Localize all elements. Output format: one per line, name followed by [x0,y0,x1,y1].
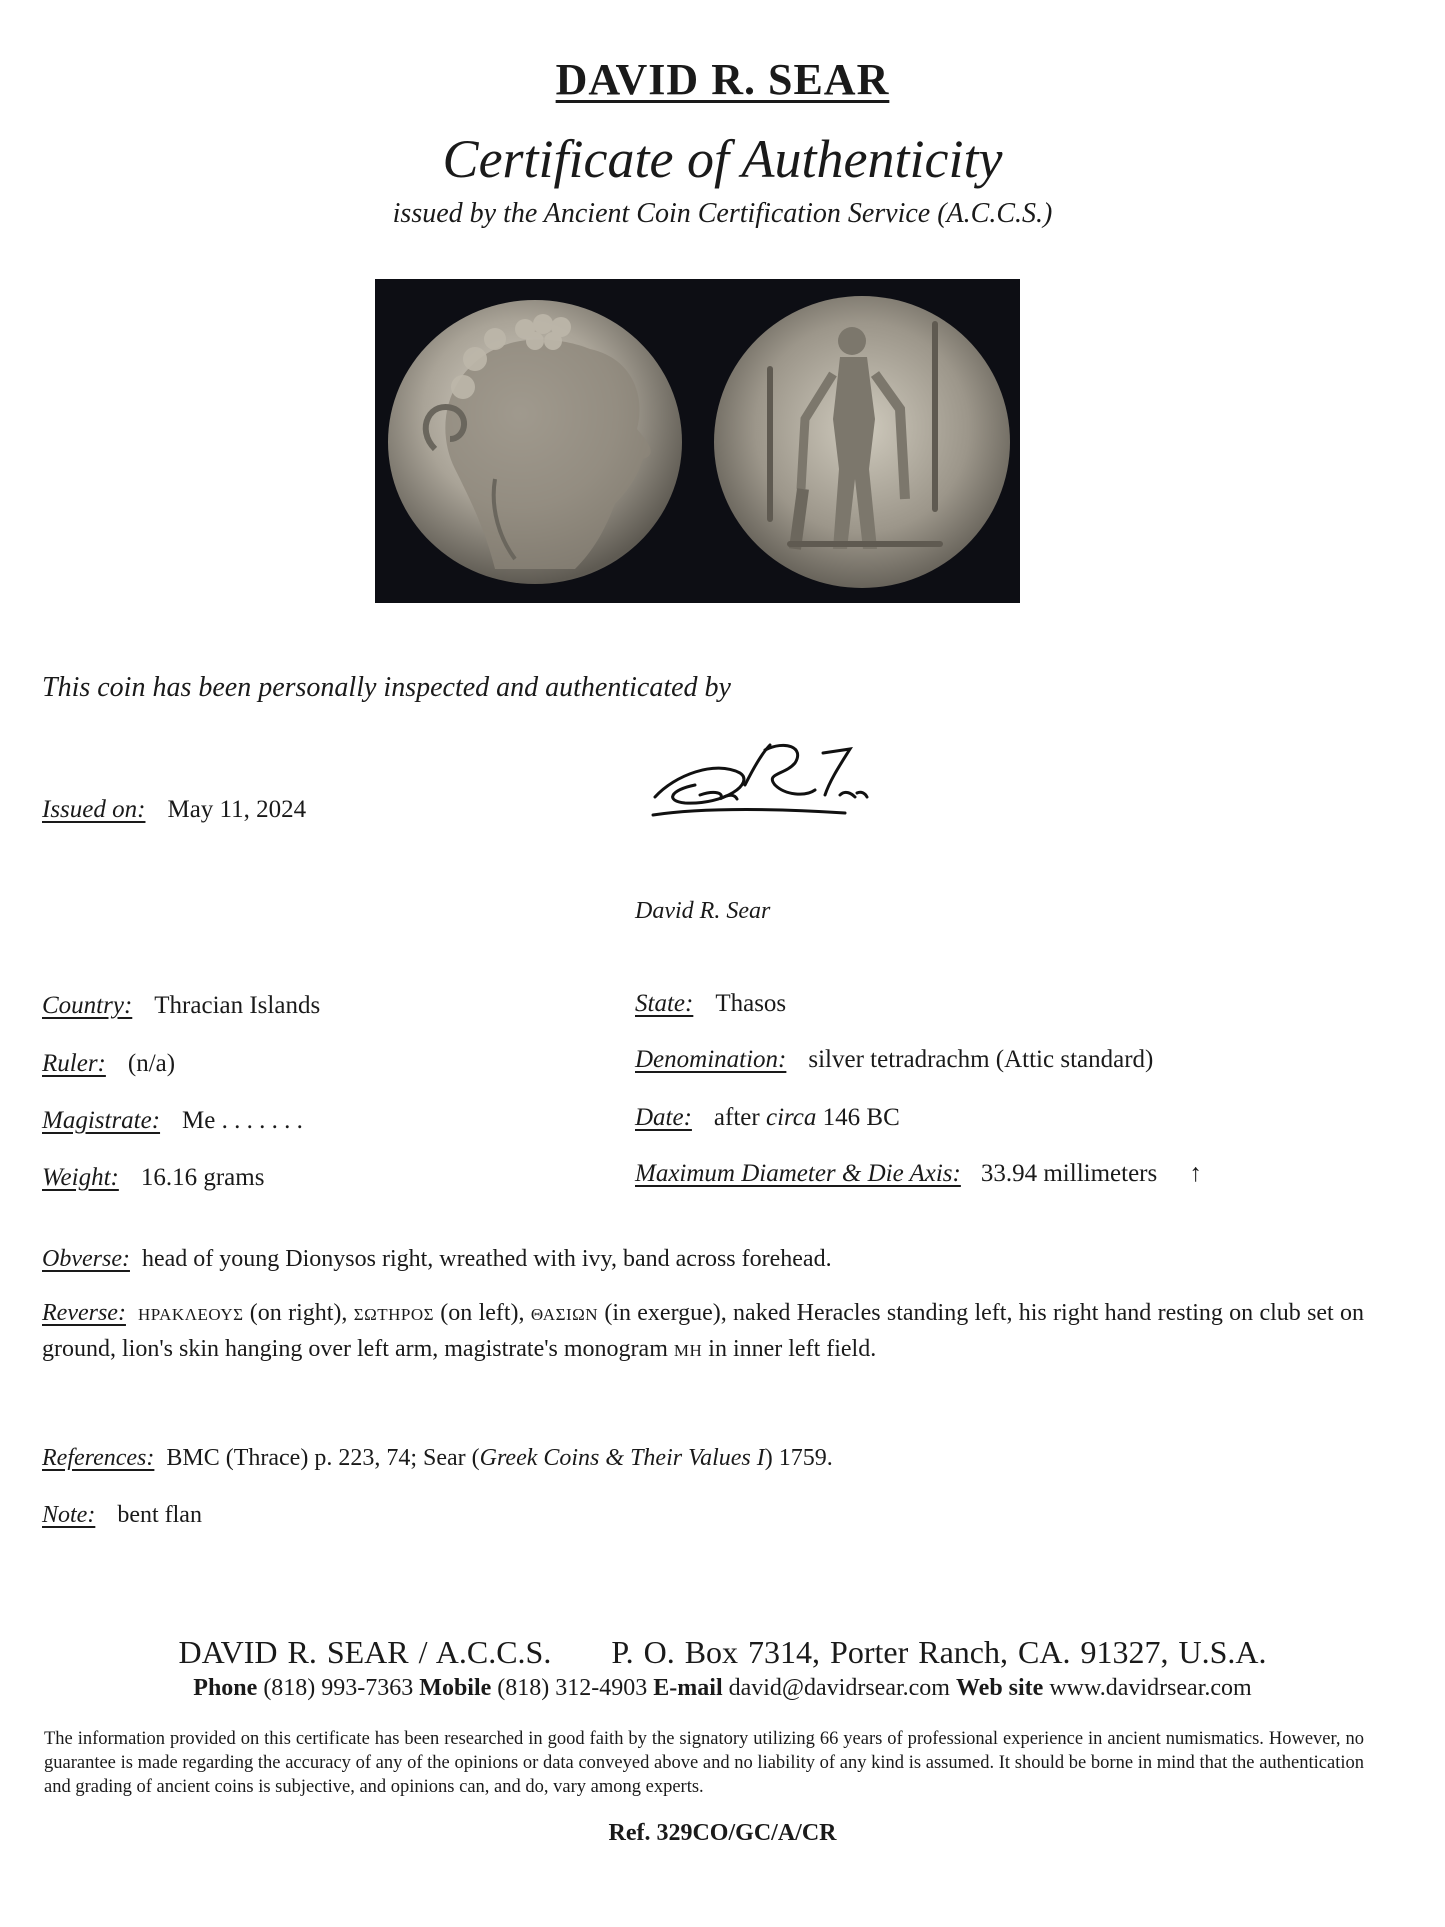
website-value: www.davidrsear.com [1049,1675,1252,1701]
handwritten-signature-icon [645,735,895,830]
reverse-text-1: (on right), [243,1300,354,1326]
disclaimer-text: The information provided on this certificate has been researched in good faith by the signatory utilizing 66 years of professional experience in ancient numismatics. However, no guarantee is made regarding the accuracy of any of the opinions or data conveyed above and no liability of any kind is assumed. It should be borne in mind that the authentication and grading of ancient coins is subjective, and opinions can, and do, vary among experts. [44,1729,1364,1797]
certificate-reference: Ref. 329CO/GC/A/CR [608,1820,837,1846]
reverse-legend-left: ΣΩΤΗΡΟΣ [353,1305,435,1324]
denomination-value: silver tetradrachm (Attic standard) [808,1046,1154,1073]
magistrate-value: Me . . . . . . . [182,1107,303,1134]
date-value-prefix: after [713,1104,760,1131]
obverse-text: head of young Dionysos right, wreathed with ivy, band across forehead. [141,1246,832,1272]
reverse-description [42,1296,1364,1368]
ruler-value: (n/a) [127,1050,176,1077]
reverse-legend-right: ΗΡΑΚΛΕΟΥΣ [137,1305,244,1324]
ruler-field [42,1050,175,1078]
country-value: Thracian Islands [154,992,321,1019]
weight-label: Weight: [42,1164,119,1191]
certificate-issuer-name: DAVID R. SEAR [555,55,890,104]
email-label: E-mail [653,1675,723,1701]
date-value-circa: circa [765,1104,817,1131]
issued-on-value: May 11, 2024 [167,796,307,823]
weight-value: 16.16 grams [140,1164,265,1191]
footer-address-line [0,1634,1445,1671]
references-book-title: Greek Coins & Their Values I [479,1445,765,1471]
certificate-title: Certificate of Authenticity [442,129,1003,189]
footer-address: P. O. Box 7314, Porter Ranch, CA. 91327, U.S.A. [611,1634,1267,1670]
website-label: Web site [955,1675,1044,1701]
date-field [635,1104,900,1132]
phone-label: Phone [193,1675,258,1701]
date-value-suffix: 146 BC [822,1104,900,1131]
coin-reverse-heracles-standing-icon [714,296,1010,588]
magistrate-field [42,1107,303,1135]
note-label: Note: [42,1502,96,1528]
obverse-label: Obverse: [42,1246,130,1272]
issued-on-field [42,796,306,824]
coin-obverse-dionysos-head-icon [388,300,682,584]
reverse-text-2: (on left), [434,1300,531,1326]
mobile-label: Mobile [419,1675,492,1701]
country-field [42,992,320,1020]
references-suffix: ) 1759. [764,1445,833,1471]
reverse-label: Reverse: [42,1300,126,1326]
diameter-value: 33.94 millimeters [980,1160,1158,1187]
weight-field [42,1164,264,1192]
obverse-description [42,1242,1362,1276]
email-value: david@davidrsear.com [728,1675,950,1701]
state-value: Thasos [715,990,787,1017]
magistrate-label: Magistrate: [42,1107,161,1134]
signer-name: David R. Sear [635,898,771,924]
coin-photo [375,279,1020,603]
reverse-monogram: ΜΗ [673,1341,703,1360]
state-field [635,990,786,1018]
references-label: References: [42,1445,155,1471]
mobile-value: (818) 312-4903 [497,1675,648,1701]
footer-contact-line [0,1675,1445,1702]
diameter-field [635,1160,1202,1188]
certificate-subtitle: issued by the Ancient Coin Certification Service (A.C.C.S.) [392,198,1053,229]
country-label: Country: [42,992,133,1019]
reverse-legend-exergue: ΘΑΣΙΩΝ [530,1305,599,1324]
reverse-text-3: (in exergue), naked Heracles standing left, his right hand resting on club set on ground, lion's skin hanging over left arm, magistrate's monogram [42,1300,1365,1362]
date-label: Date: [635,1104,692,1131]
note-field [42,1498,202,1532]
issued-on-label: Issued on: [42,796,146,823]
references-prefix: BMC (Thrace) p. 223, 74; Sear ( [166,1445,480,1471]
die-axis-arrow-icon: ↑ [1189,1160,1202,1187]
state-label: State: [635,990,694,1017]
phone-value: (818) 993-7363 [263,1675,414,1701]
references-field [42,1441,1362,1475]
note-value: bent flan [117,1502,202,1528]
ruler-label: Ruler: [42,1050,106,1077]
denomination-field [635,1046,1153,1074]
footer-org: DAVID R. SEAR / A.C.C.S. [178,1634,552,1670]
reverse-text-4: in inner left field. [702,1336,877,1362]
inspection-statement: This coin has been personally inspected and authenticated by [42,672,731,703]
denomination-label: Denomination: [635,1046,787,1073]
diameter-label: Maximum Diameter & Die Axis: [635,1160,961,1187]
